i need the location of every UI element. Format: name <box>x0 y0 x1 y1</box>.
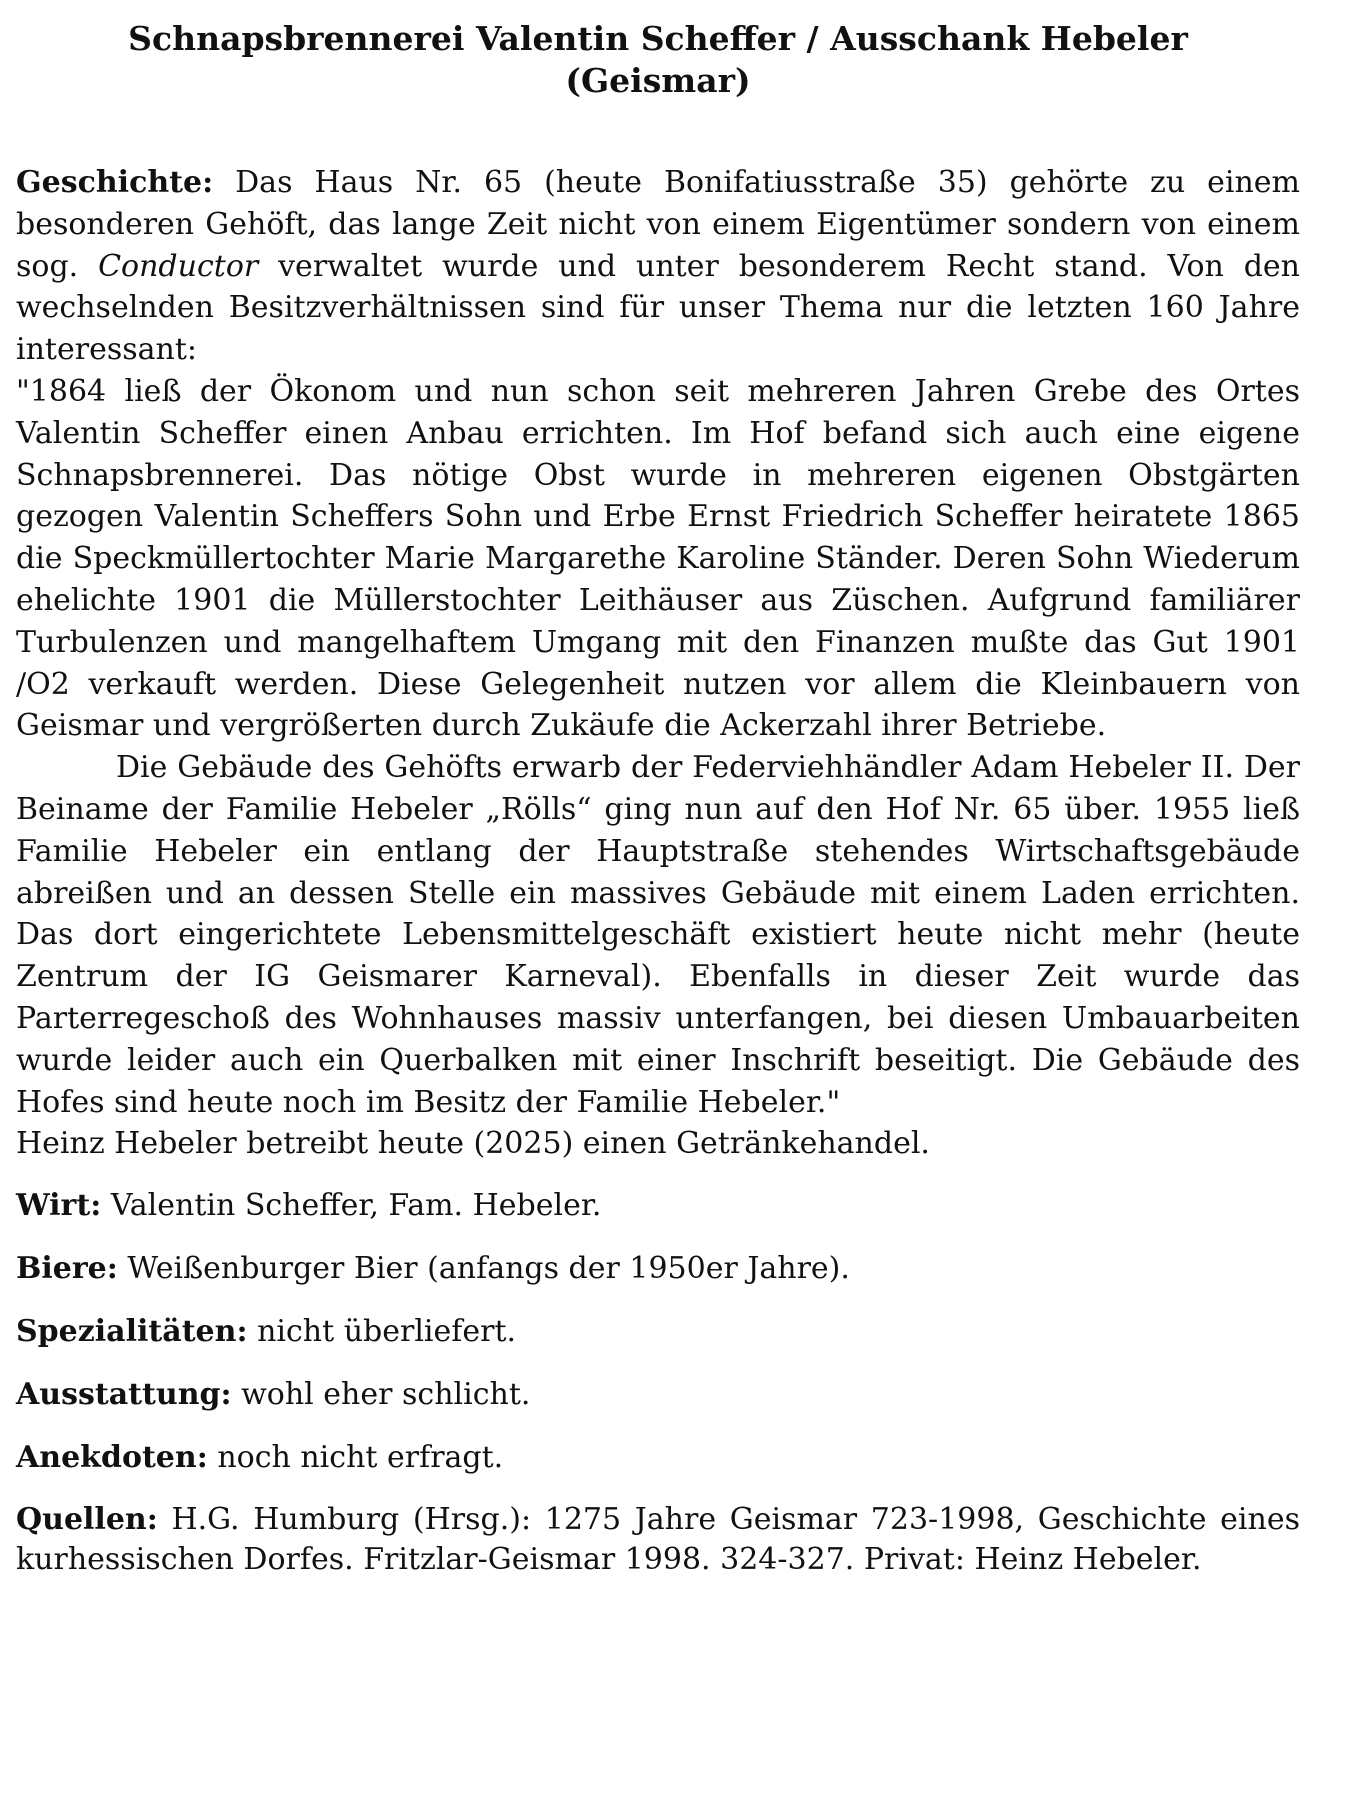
anekdoten-value: noch nicht erfragt. <box>207 1440 504 1476</box>
ausstattung-label: Ausstattung: <box>16 1377 232 1413</box>
field-anekdoten <box>16 1437 1300 1478</box>
anekdoten-label: Anekdoten: <box>16 1440 208 1476</box>
title-line-1: Schnapsbrennerei Valentin Scheffer / Ausschank Hebeler <box>128 19 1188 58</box>
ausstattung-value: wohl eher schlicht. <box>231 1377 531 1413</box>
document-title <box>16 18 1300 102</box>
biere-label: Biere: <box>16 1251 118 1287</box>
geschichte-closing: Heinz Hebeler betreibt heute (2025) einen Getränkehandel. <box>16 1126 930 1162</box>
wirt-label: Wirt: <box>16 1188 102 1224</box>
geschichte-intro <box>16 162 1300 371</box>
geschichte-intro-b: verwaltet wurde und unter besonderem Recht stand. Von den wechselnden Besitzverhältnissen sind für unser Thema nur die letzten 160 Jahre interessant: <box>16 248 1300 368</box>
geschichte-label: Geschichte: <box>16 165 214 200</box>
field-wirt <box>16 1185 1300 1226</box>
geschichte-quote-2: Die Gebäude des Gehöfts erwarb der Federviehhändler Adam Hebeler II. Der Beiname der Familie Hebeler „Rölls“ ging nun auf den Hof Nr. 65 über. 1955 ließ Familie Hebeler ein entlang der Hauptstraße stehendes Wirtschaftsgebäude abreißen und an dessen Stelle ein massives Gebäude mit einem Laden errichten. Das dort eingerichtete Lebensmittelgeschäft existiert heute nicht mehr (heute Zentrum der IG Geismarer Karneval). Ebenfalls in dieser Zeit wurde das Parterregeschoß des Wohnhauses massiv unterfangen, bei diesen Umbauarbeiten wurde leider auch ein Querbalken mit einer Inschrift beseitigt. Die Gebäude des Hofes sind heute noch im Besitz der Familie Hebeler." <box>16 750 1300 1120</box>
field-spezialitaeten <box>16 1311 1300 1352</box>
geschichte-quote-1: "1864 ließ der Ökonom und nun schon seit mehreren Jahren Grebe des Ortes Valentin Scheffer einen Anbau errichten. Im Hof befand sich auch eine eigene Schnapsbrennerei. Das nötige Obst wurde in mehreren eigenen Obstgärten gezogen Valentin Scheffers Sohn und Erbe Ernst Friedrich Scheffer heiratete 1865 die Speckmüllertochter Marie Margarethe Karoline Ständer. Deren Sohn Wiederum ehelichte 1901 die Müllerstochter Leithäuser aus Züschen. Aufgrund familiärer Turbulenzen und mangelhaftem Umgang mit den Finanzen mußte das Gut 1901 /O2 verkauft werden. Diese Gelegenheit nutzen vor allem die Kleinbauern von Geismar und vergrößerten durch Zukäufe die Ackerzahl ihrer Betriebe. <box>16 373 1300 744</box>
title-line-2: (Geismar) <box>565 61 751 100</box>
field-quellen <box>16 1500 1300 1580</box>
conductor-term: Conductor <box>98 248 259 284</box>
document-page <box>16 18 1300 1580</box>
geschichte-section <box>16 162 1300 1165</box>
biere-value: Weißenburger Bier (anfangs der 1950er Jahre). <box>117 1251 850 1287</box>
geschichte-intro-a: Das Haus Nr. 65 (heute Bonifatiusstraße 35) gehörte zu einem besonderen Gehöft, das lange Zeit nicht von einem Eigentümer sondern von einem sog. <box>16 165 1300 284</box>
quellen-value: H.G. Humburg (Hrsg.): 1275 Jahre Geismar 723-1998, Geschichte eines kurhessischen Dorfes. Fritzlar-Geismar 1998. 324-327. Privat: Heinz Hebeler. <box>16 1502 1300 1578</box>
field-biere <box>16 1248 1300 1289</box>
field-ausstattung <box>16 1374 1300 1415</box>
quellen-label: Quellen: <box>16 1502 158 1538</box>
spezialitaeten-value: nicht überliefert. <box>247 1314 517 1350</box>
spezialitaeten-label: Spezialitäten: <box>16 1314 248 1350</box>
wirt-value: Valentin Scheffer, Fam. Hebeler. <box>101 1188 602 1224</box>
